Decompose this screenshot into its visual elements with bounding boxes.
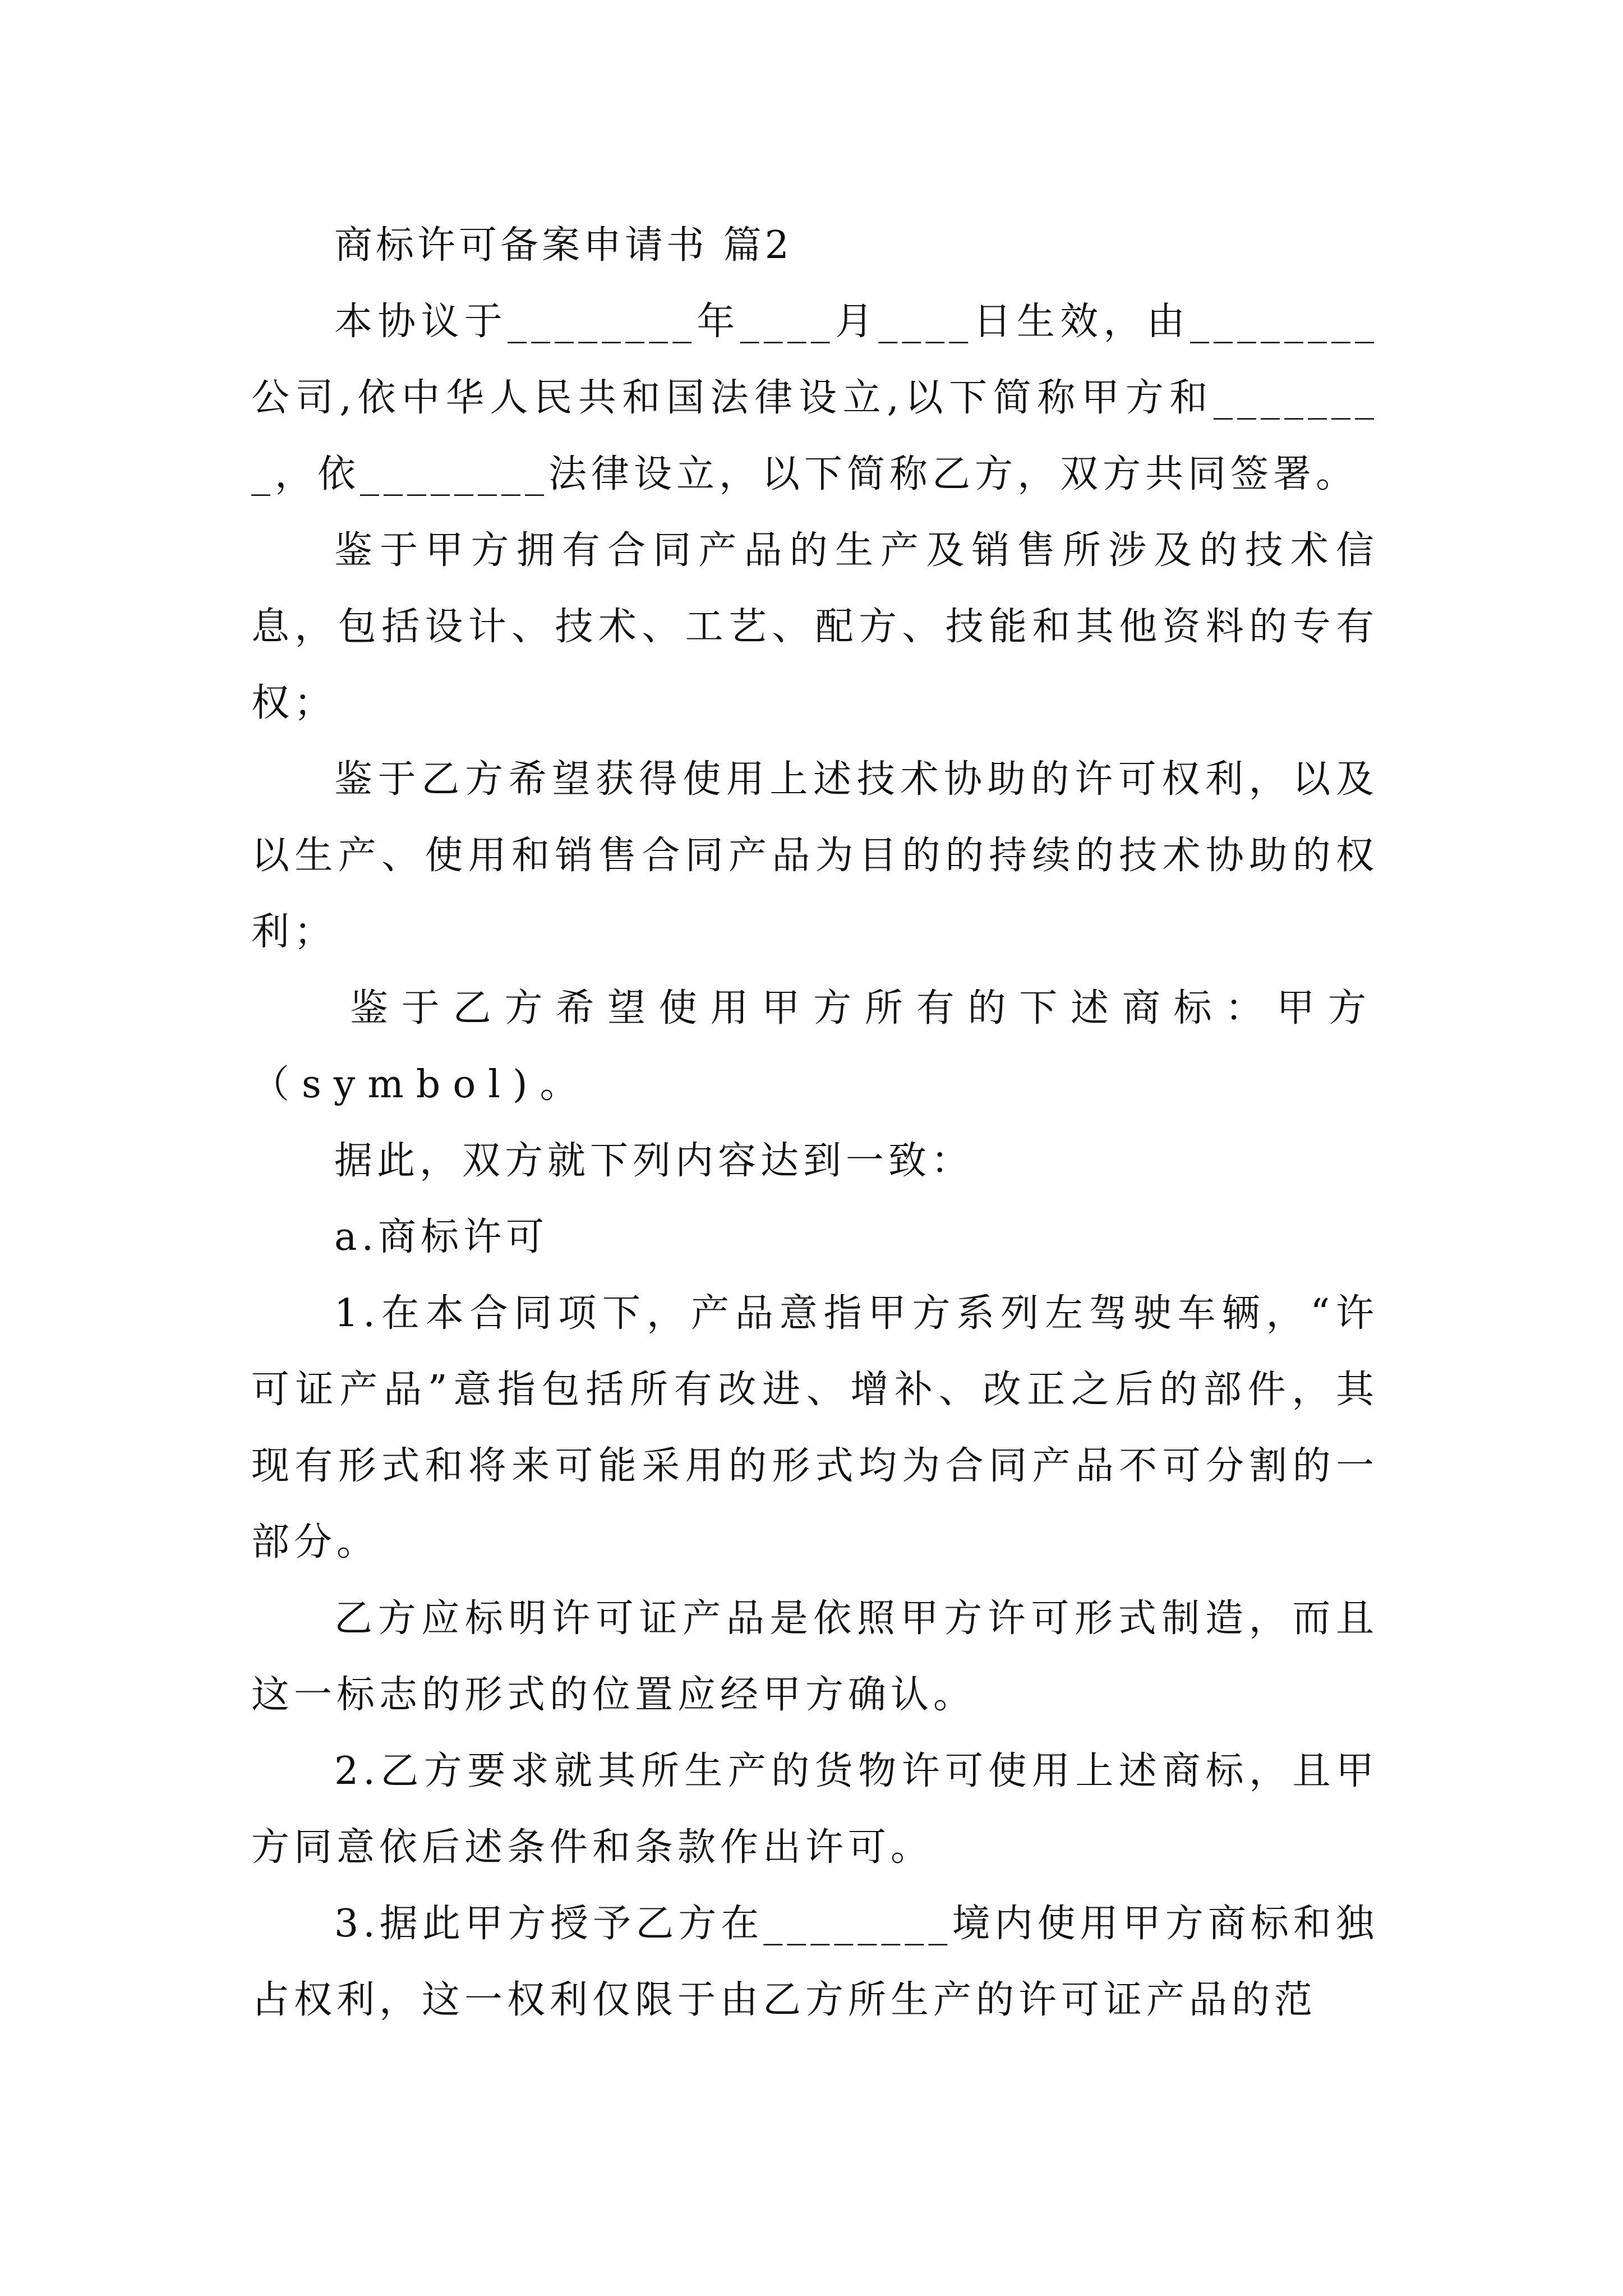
paragraph-whereas-party-a: 鉴于甲方拥有合同产品的生产及销售所涉及的技术信息，包括设计、技术、工艺、配方、技能和其他资料的专有权； xyxy=(251,528,1378,725)
paragraph-whereas-trademark: 鉴于乙方希望使用甲方所有的下述商标：甲方（symbol)。 xyxy=(251,986,1378,1107)
section-heading-trademark-license: a.商标许可 xyxy=(334,1215,549,1259)
clause-3: 3.据此甲方授予乙方在________境内使用甲方商标和独占权利，这一权利仅限于由乙方所生产的许可证产品的范 xyxy=(251,1902,1378,2022)
paragraph-whereas-party-b-tech: 鉴于乙方希望获得使用上述技术协助的许可权利，以及以生产、使用和销售合同产品为目的的持续的技术协助的权利； xyxy=(251,757,1378,954)
paragraph-agreement: 据此，双方就下列内容达到一致： xyxy=(334,1139,974,1183)
clause-2: 2.乙方要求就其所生产的货物许可使用上述商标，且甲方同意依后述条件和条款作出许可。 xyxy=(251,1749,1378,1870)
paragraph-effective-date: 本协议于________年____月____日生效，由________公司,依中华人民共和国法律设立,以下简称甲方和________，依________法律设立，以下简称乙方，双方共同签署。 xyxy=(251,300,1378,496)
clause-1-marking: 乙方应标明许可证产品是依照甲方许可形式制造，而且这一标志的形式的位置应经甲方确认。 xyxy=(251,1596,1378,1717)
document-title: 商标许可备案申请书 篇2 xyxy=(334,223,792,268)
clause-1: 1.在本合同项下，产品意指甲方系列左驾驶车辆，“许可证产品”意指包括所有改进、增补、改正之后的部件，其现有形式和将来可能采用的形式均为合同产品不可分割的一部分。 xyxy=(251,1291,1378,1565)
document-body xyxy=(251,208,1378,2039)
